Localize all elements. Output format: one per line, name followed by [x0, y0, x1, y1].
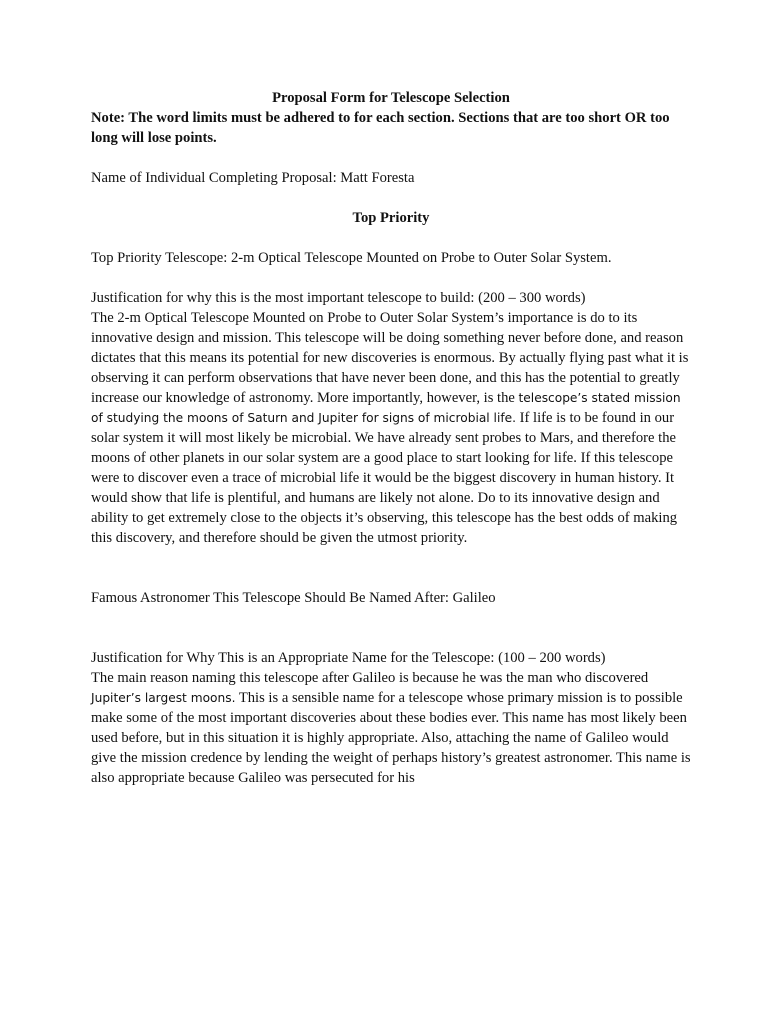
- name-justification-text-sans: Jupiter’s largest moons.: [91, 691, 236, 705]
- document-page: [91, 88, 691, 788]
- word-limit-note: Note: The word limits must be adhered to for each section. Sections that are too short OR too long will lose points.: [91, 110, 670, 146]
- justification-heading: Justification for why this is the most important telescope to build: (200 – 300 words): [91, 290, 586, 306]
- famous-astronomer-line: Famous Astronomer This Telescope Should Be Named After: Galileo: [91, 590, 496, 606]
- justification-paragraph: [91, 308, 691, 548]
- justification-text-sans: telescope’s stated mission of studying the moons of Saturn and Jupiter for signs of microbial life.: [91, 391, 681, 425]
- name-justification-heading: Justification for Why This is an Appropriate Name for the Telescope: (100 – 200 words): [91, 650, 606, 666]
- name-justification-text-part1: The main reason naming this telescope after Galileo is because he was the man who discovered: [91, 670, 649, 686]
- name-justification-text-part2: This is a sensible name for a telescope whose primary mission is to possible make some of the most important discoveries about these bodies ever. This name has most likely been used before, but in this situation it is highly appropriate. Also, attaching the name of Galileo would give the mission credence by lending the weight of perhaps history’s greatest astronomer. This name is also appropriate because Galileo was persecuted for his: [91, 690, 691, 786]
- name-line: Name of Individual Completing Proposal: Matt Foresta: [91, 170, 415, 186]
- document-title: Proposal Form for Telescope Selection: [272, 90, 510, 106]
- top-priority-line: Top Priority Telescope: 2-m Optical Telescope Mounted on Probe to Outer Solar System.: [91, 250, 612, 266]
- justification-text-part2: If life is to be found in our solar system it will most likely be microbial. We have already sent probes to Mars, and therefore the moons of other planets in our solar system are a good place to start looking for life. If this telescope were to discover even a trace of microbial life it would be the biggest discovery in human history. It would show that life is plentiful, and humans are likely not alone. Do to its innovative design and ability to get extremely close to the objects it’s observing, this telescope has the best odds of making this discovery, and therefore should be given the utmost priority.: [91, 410, 678, 546]
- justification-text-part1: The 2-m Optical Telescope Mounted on Probe to Outer Solar System’s importance is do to its innovative design and mission. This telescope will be doing something never before done, and reason dictates that this means its potential for new discoveries is enormous. By actually flying past what it is observing it can perform observations that have never been done, and this has the potential to greatly increase our knowledge of astronomy. More importantly, however, is the: [91, 310, 689, 406]
- section-heading: Top Priority: [352, 210, 430, 226]
- name-justification-paragraph: [91, 668, 691, 788]
